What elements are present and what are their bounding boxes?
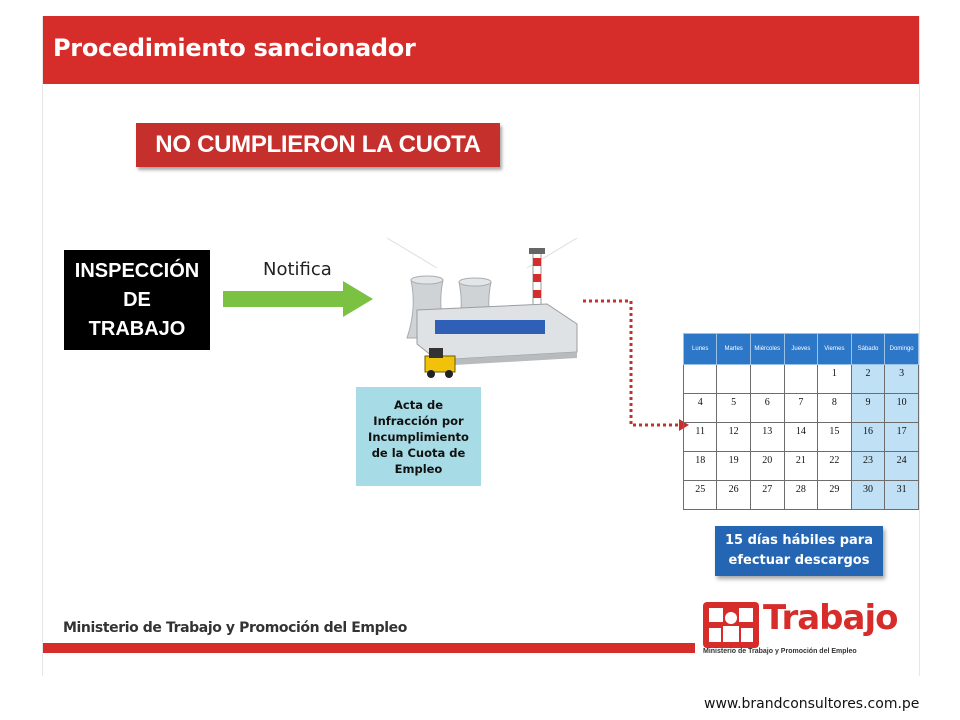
calendar-day-cell [750,365,784,394]
calendar-day-cell: 2 [851,365,885,394]
calendar-day-header: Viernes [818,334,852,365]
calendar-day-cell: 4 [684,394,717,423]
calendar-day-cell: 21 [784,452,818,481]
calendar-day-cell: 12 [717,423,750,452]
logo-subtitle: Ministerio de Trabajo y Promoción del Empleo [703,648,857,655]
calendar-day-cell: 24 [885,452,919,481]
logo-wordmark: Trabajo [763,598,898,638]
trabajo-logo [701,600,911,664]
calendar-week-row [684,394,919,423]
dotted-connector-arrow-icon [583,299,693,449]
calendar-day-cell: 1 [818,365,852,394]
calendar-day-cell: 9 [851,394,885,423]
calendar-day-cell: 10 [885,394,919,423]
calendar-day-cell: 19 [717,452,750,481]
calendar-week-row [684,423,919,452]
calendar-day-cell: 15 [818,423,852,452]
cuota-banner [136,123,500,167]
calendar-day-cell: 26 [717,481,750,510]
calendar-day-cell [684,365,717,394]
calendar-day-cell [717,365,750,394]
factory-icon [377,228,587,380]
calendar-day-cell: 31 [885,481,919,510]
calendar-day-cell: 29 [818,481,852,510]
cuota-banner-text: NO CUMPLIERON LA CUOTA [155,131,481,158]
inspection-box: INSPECCIÓN DE TRABAJO [64,250,210,350]
calendar-day-cell: 25 [684,481,717,510]
calendar-week-row [684,365,919,394]
slide-header [43,16,919,84]
slide-title: Procedimiento sancionador [53,34,416,62]
calendar-day-header: Domingo [885,334,919,365]
calendar-day-cell: 3 [885,365,919,394]
calendar-day-cell: 28 [784,481,818,510]
calendar-week-row [684,452,919,481]
ministry-emblem-icon [703,602,761,650]
calendar-day-header: Sábado [851,334,885,365]
calendar-day-cell: 30 [851,481,885,510]
calendar-day-cell: 27 [750,481,784,510]
calendar [683,333,919,510]
calendar-day-cell: 16 [851,423,885,452]
calendar-day-cell: 17 [885,423,919,452]
calendar-day-cell: 11 [684,423,717,452]
acta-infraccion-box: Acta de Infracción por Incumplimiento de la Cuota de Empleo [356,387,481,486]
calendar-day-cell: 13 [750,423,784,452]
calendar-day-cell: 7 [784,394,818,423]
calendar-header-row [684,334,919,365]
notify-label: Notifica [263,259,332,280]
website-url: www.brandconsultores.com.pe [704,696,920,712]
descargos-box: 15 días hábiles para efectuar descargos [715,526,883,576]
calendar-week-row [684,481,919,510]
calendar-day-cell: 22 [818,452,852,481]
calendar-day-cell: 18 [684,452,717,481]
calendar-day-cell [784,365,818,394]
calendar-day-cell: 8 [818,394,852,423]
calendar-day-header: Miércoles [750,334,784,365]
ministry-footer-text: Ministerio de Trabajo y Promoción del Empleo [63,620,407,636]
slide [42,16,920,676]
calendar-day-header: Lunes [684,334,717,365]
notify-arrow-icon [223,279,373,319]
calendar-day-cell: 5 [717,394,750,423]
calendar-day-header: Martes [717,334,750,365]
calendar-table [683,333,919,510]
calendar-day-cell: 14 [784,423,818,452]
calendar-day-cell: 6 [750,394,784,423]
footer-divider [43,643,695,653]
calendar-day-cell: 20 [750,452,784,481]
calendar-day-header: Jueves [784,334,818,365]
calendar-day-cell: 23 [851,452,885,481]
